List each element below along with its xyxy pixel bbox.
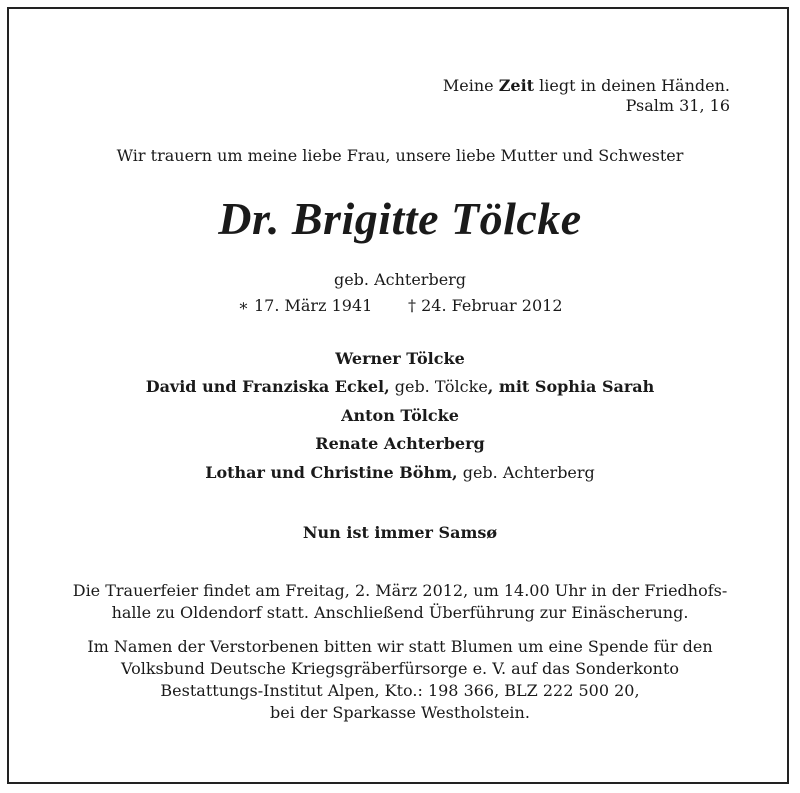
mourner-5-names: Lothar und Christine Böhm, bbox=[205, 463, 458, 482]
mourner-1: Werner Tölcke bbox=[335, 349, 465, 368]
memorial-quote: Nun ist immer Samsø bbox=[302, 523, 498, 542]
mourner-3: Anton Tölcke bbox=[341, 406, 459, 425]
mourner-2-child: , mit Sophia Sarah bbox=[487, 377, 655, 396]
death-date: † 24. Februar 2012 bbox=[408, 296, 563, 315]
intro-line: Wir trauern um meine liebe Frau, unsere liebe Mutter und Schwester bbox=[116, 146, 684, 165]
donation-line-4: bei der Sparkasse Westholstein. bbox=[270, 703, 530, 722]
donation-line-1: Im Namen der Verstorbenen bitten wir statt Blumen um eine Spende für den bbox=[87, 637, 713, 656]
deceased-name: Dr. Brigitte Tölcke bbox=[218, 193, 582, 244]
funeral-line-1: Die Trauerfeier findet am Freitag, 2. März 2012, um 14.00 Uhr in der Friedhofs- bbox=[72, 581, 728, 600]
mourner-2-names: David und Franziska Eckel, bbox=[145, 377, 390, 396]
maiden-name: geb. Achterberg bbox=[333, 270, 467, 289]
birth-date: ∗ 17. März 1941 bbox=[238, 296, 373, 315]
funeral-line-2: halle zu Oldendorf statt. Anschließend Überführung zur Einäscherung. bbox=[111, 603, 689, 622]
quote-text-start: Meine bbox=[442, 76, 499, 95]
mourner-5-maiden: geb. Achterberg bbox=[457, 463, 595, 482]
donation-line-2: Volksbund Deutsche Kriegsgräberfürsorge e. V. auf das Sonderkonto bbox=[120, 659, 680, 678]
mourner-5 bbox=[0, 463, 800, 482]
bible-quote bbox=[443, 76, 730, 96]
quote-text-end: liegt in deinen Händen. bbox=[534, 76, 730, 95]
donation-line-3: Bestattungs-Institut Alpen, Kto.: 198 366, BLZ 222 500 20, bbox=[160, 681, 640, 700]
mourner-2-maiden: geb. Tölcke bbox=[389, 377, 488, 396]
bible-quote-source: Psalm 31, 16 bbox=[625, 96, 730, 115]
quote-highlight: Zeit bbox=[498, 76, 535, 95]
mourner-2 bbox=[0, 377, 800, 396]
mourner-4: Renate Achterberg bbox=[315, 434, 485, 453]
